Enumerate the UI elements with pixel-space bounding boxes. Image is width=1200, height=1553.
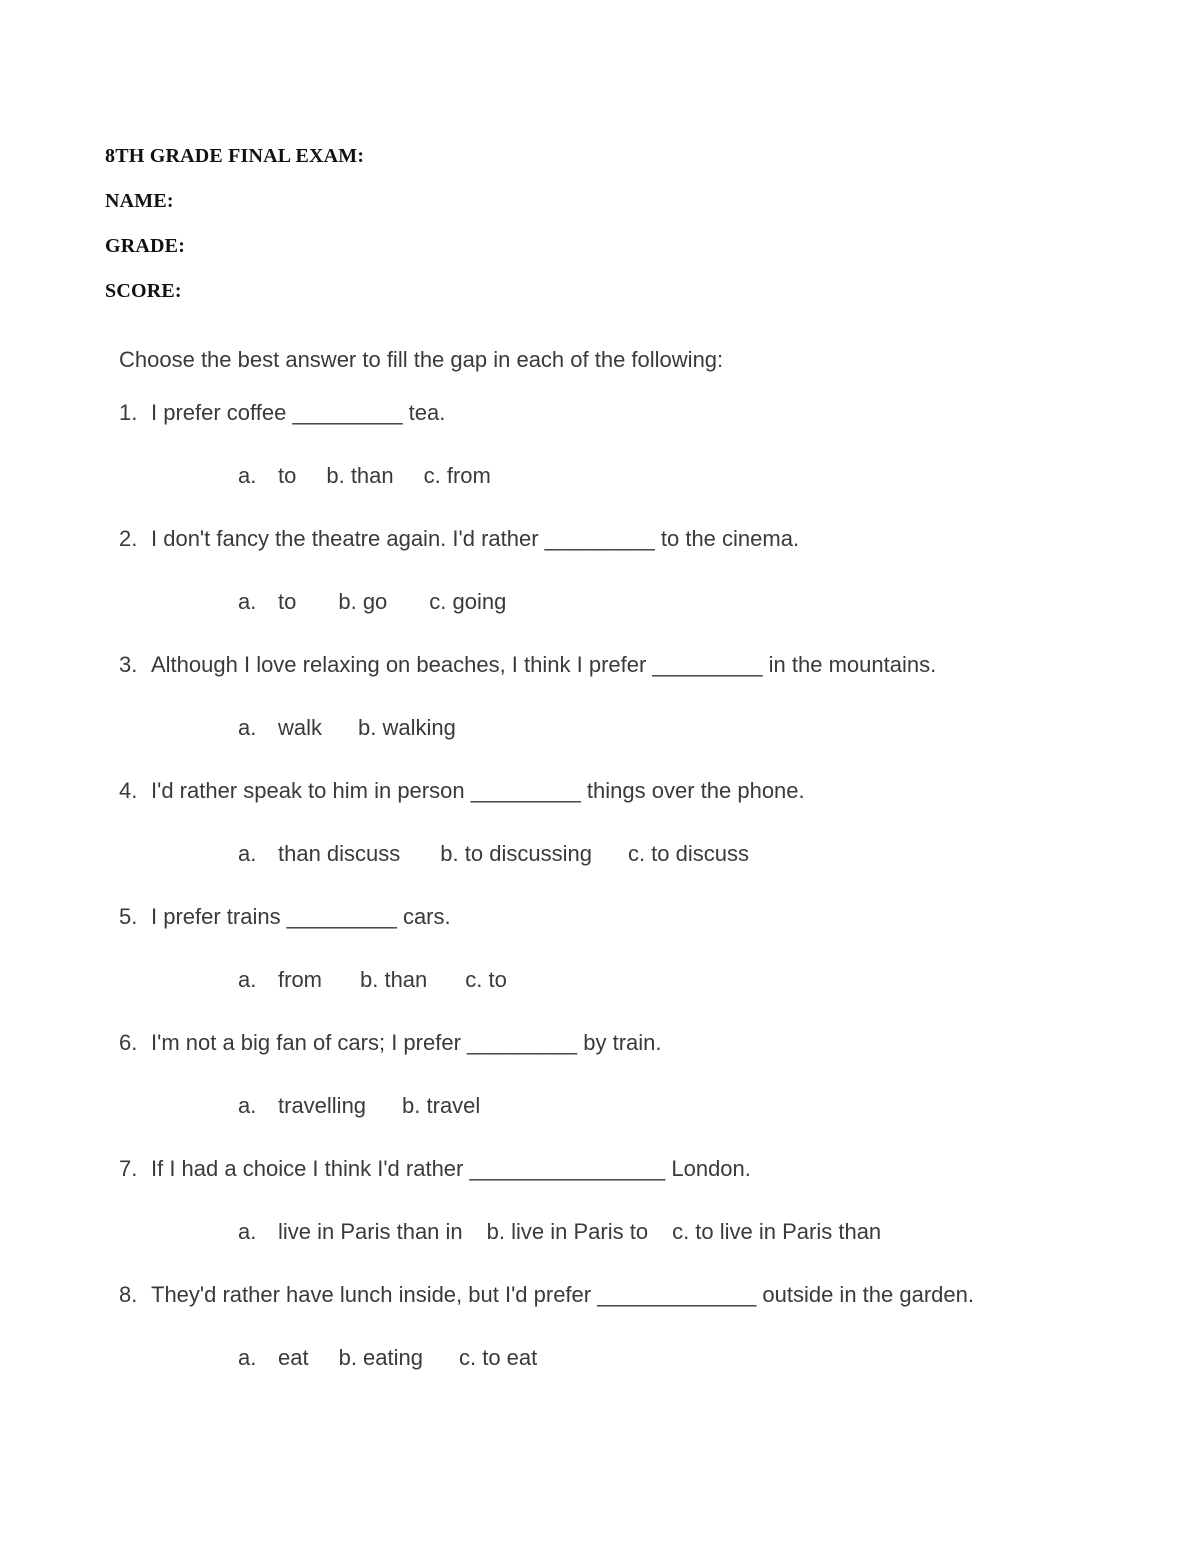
option-b: b. than [326,463,394,488]
question-list [119,343,1169,1404]
option-b: b. walking [358,715,456,740]
question-number: 6. [119,1030,138,1055]
question-6 [119,1026,1169,1089]
question-number: 8. [119,1282,138,1307]
question-2 [119,522,1169,585]
instructions: Choose the best answer to fill the gap in each of the following: [119,347,724,372]
question-number: 3. [119,652,138,677]
exam-header [105,143,364,323]
option-a: travelling [278,1093,367,1118]
option-a-letter: a. [238,589,257,614]
question-text: I don't fancy the theatre again. I'd rather _________ to the cinema. [151,526,800,551]
question-number: 7. [119,1156,138,1181]
question-3 [119,648,1169,711]
option-a-letter: a. [238,967,257,992]
option-a-letter: a. [238,1345,257,1370]
option-c: c. going [429,589,507,614]
question-2-options [119,585,1169,648]
name-label: NAME: [105,190,174,212]
question-6-options [119,1089,1169,1152]
option-a: eat [278,1345,309,1370]
question-number: 4. [119,778,138,803]
option-b: b. than [360,967,428,992]
score-label: SCORE: [105,280,182,302]
question-text: I'd rather speak to him in person _________ things over the phone. [151,778,805,803]
option-a: from [278,967,322,992]
question-5-options [119,963,1169,1026]
option-a-letter: a. [238,1093,257,1118]
question-5 [119,900,1169,963]
option-a: to [278,589,297,614]
option-c: c. to [465,967,507,992]
option-c: c. from [423,463,491,488]
option-c: c. to discuss [627,841,749,866]
grade-label: GRADE: [105,235,186,257]
option-a-letter: a. [238,463,257,488]
question-7-options [119,1215,1169,1278]
question-1-options [119,459,1169,522]
question-text: If I had a choice I think I'd rather ________________ London. [151,1156,751,1181]
option-b: b. to discussing [440,841,592,866]
question-text: Although I love relaxing on beaches, I think I prefer _________ in the mountains. [151,652,937,677]
question-7 [119,1152,1169,1215]
question-text: I prefer trains _________ cars. [151,904,451,929]
question-text: I prefer coffee _________ tea. [151,400,446,425]
option-b: b. live in Paris to [486,1219,649,1244]
question-1 [119,396,1169,459]
question-8 [119,1278,1169,1341]
question-number: 1. [119,400,138,425]
question-text: They'd rather have lunch inside, but I'd prefer _____________ outside in the garden. [151,1282,974,1307]
exam-title: 8TH GRADE FINAL EXAM: [105,145,365,167]
question-4 [119,774,1169,837]
question-3-options [119,711,1169,774]
question-4-options [119,837,1169,900]
option-c: c. to live in Paris than [672,1219,882,1244]
option-b: b. travel [402,1093,481,1118]
option-a-letter: a. [238,1219,257,1244]
question-number: 5. [119,904,138,929]
option-a-letter: a. [238,715,257,740]
option-b: b. go [338,589,388,614]
question-number: 2. [119,526,138,551]
option-a: live in Paris than in [278,1219,463,1244]
option-a: than discuss [278,841,401,866]
option-a: walk [278,715,323,740]
option-c: c. to eat [459,1345,538,1370]
option-a: to [278,463,297,488]
question-8-options [119,1341,1169,1404]
option-b: b. eating [338,1345,423,1370]
question-text: I'm not a big fan of cars; I prefer _________ by train. [151,1030,662,1055]
option-a-letter: a. [238,841,257,866]
